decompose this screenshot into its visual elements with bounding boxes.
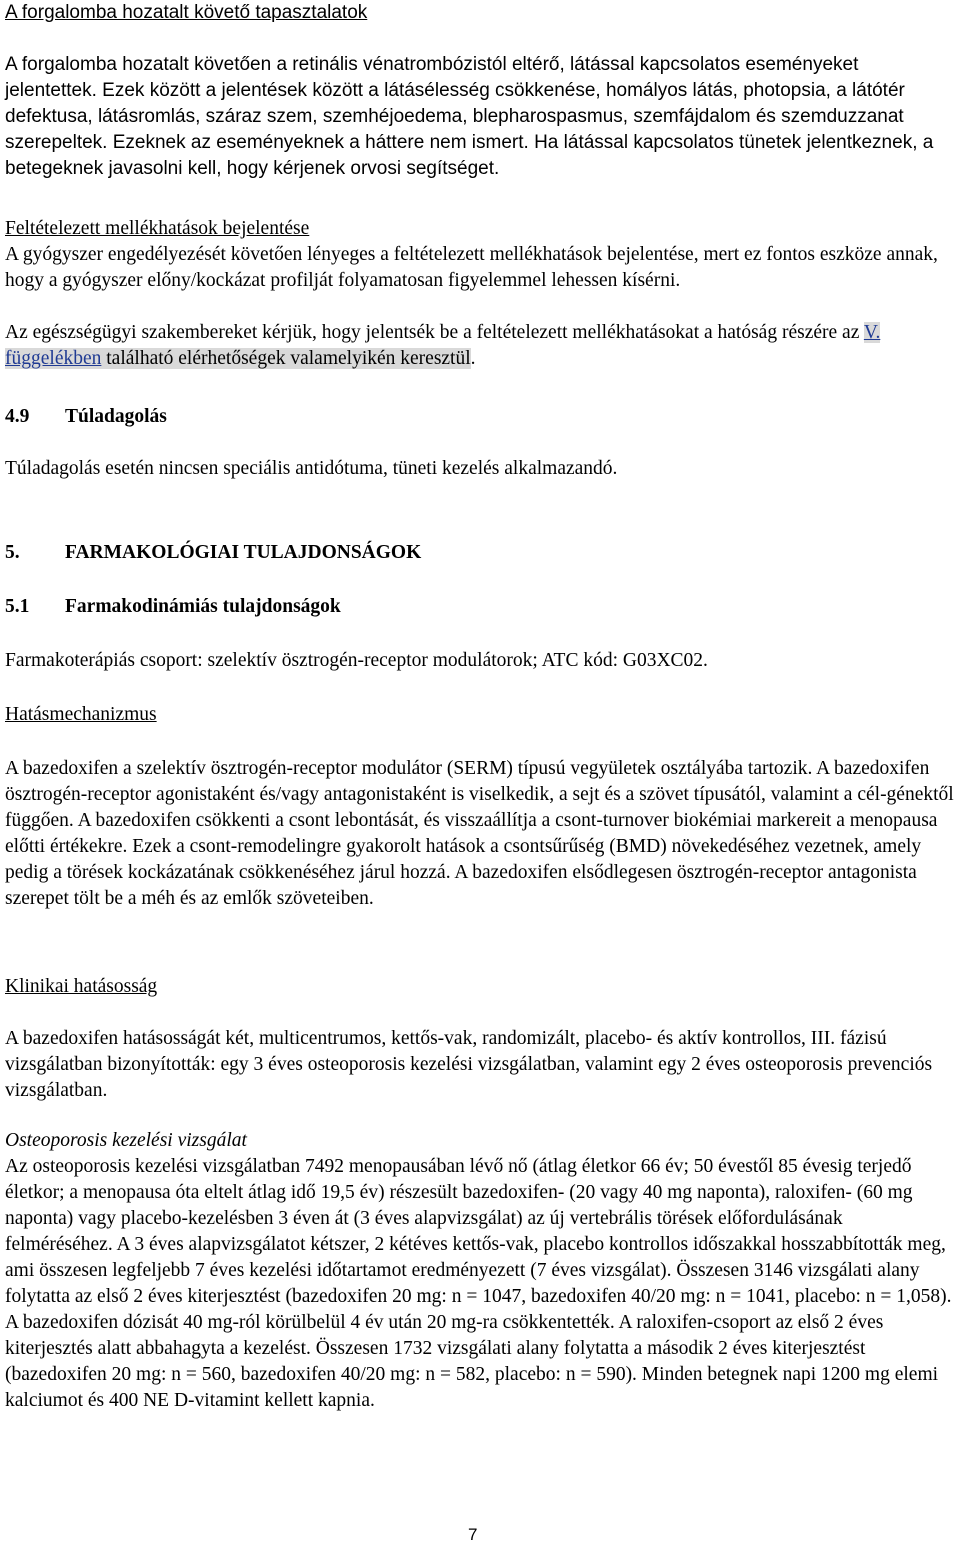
mechanism-paragraph: A bazedoxifen a szelektív ösztrogén-receptor modulátor (SERM) típusú vegyületek osztályába tartozik. A bazedoxifen ösztrogén-receptor agonistaként és/vagy antagonistaként is viselkedik, a sejt és a szövet típusától, valamint a cél-génektől függően. A bazedoxifen csökkenti a csont lebontását, és visszaállítja a csont-turnover biokémiai markereit a menopausa előtti értékekre. Ezek a csont-remodelingre gyakorolt hatások a csontsűrűség (BMD) növekedéséhez vezetnek, amely pedig a törések kockázatának csökkenéséhez járul hozzá. A bazedoxifen elsődlegesen ösztrogén-receptor antagonista szerepet tölt be a méh és az emlők szöveteiben. (5, 758, 954, 909)
reporting-text-start: Az egészségügyi szakembereket kérjük, hogy jelentsék be a feltételezett mellékhatásokat a hatóság részére az (5, 322, 864, 343)
adverse-reporting-heading: Feltételezett mellékhatások bejelentése (5, 218, 310, 239)
adverse-reporting-paragraph-1: A gyógyszer engedélyezését követően lényeges a feltételezett mellékhatások bejelentése, mert ez fontos eszköze annak, hogy a gyógyszer előny/kockázat profilját folyamatosan figyelemmel lehessen kísérni. (5, 244, 938, 291)
section-title: Farmakodinámiás tulajdonságok (65, 596, 341, 617)
clinical-efficacy-paragraph: A bazedoxifen hatásosságát két, multicentrumos, kettős-vak, randomizált, placebo- és aktív kontrollos, III. fázisú vizsgálatban bizonyították: egy 3 éves osteoporosis kezelési vizsgálatban, valamint egy 2 éves osteoporosis prevenciós vizsgálatban. (5, 1028, 933, 1101)
appendix-v-link[interactable]: V. függelékben (5, 322, 881, 369)
section-4-9-heading (5, 404, 167, 430)
section-number: 5. (5, 542, 20, 563)
section-title: FARMAKOLÓGIAI TULAJDONSÁGOK (65, 542, 422, 563)
section-5-heading (5, 540, 421, 566)
overdose-paragraph: Túladagolás esetén nincsen speciális antidótuma, tüneti kezelés alkalmazandó. (5, 458, 618, 479)
post-marketing-heading: A forgalomba hozatalt követő tapasztalatok (5, 2, 368, 23)
osteoporosis-study-paragraph: Az osteoporosis kezelési vizsgálatban 7492 menopausában lévő nő (átlag életkor 66 év; 50 évestől 85 évesig terjedő életkor; a menopausa óta eltelt átlag idő 19,5 év) részesült bazedoxifen- (20 vagy 40 mg naponta), raloxifen- (60 mg naponta) vagy placebo-kezelésben 3 éven át (3 éves alapvizsgálat) az új vertebrális törések előfordulásának felméréséhez. A 3 éves alapvizsgálatot kétszer, 2 kétéves kettős-vak, placebo kontrollos időszakkal hosszabbították meg, ami összesen legfeljebb 7 éves kezelési időtartamot eredményezett (7 éves vizsgálat). Összesen 3146 vizsgálati alany folytatta az első 2 éves kiterjesztést (bazedoxifen 20 mg: n = 1047, bazedoxifen 40/20 mg: n = 1041, placebo: n = 1,058). A bazedoxifen dózisát 40 mg-ról körülbelül 4 év után 20 mg-ra csökkentették. A raloxifen-csoport az első 2 éves kiterjesztés alatt abbahagyta a kezelést. Összesen 1732 vizsgálati alany folytatta a második 2 éves kiterjesztést (bazedoxifen 20 mg: n = 560, bazedoxifen 40/20 mg: n = 582, placebo: n = 590). Minden betegnek napi 1200 mg elemi kalciumot és 400 NE D-vitamint kellett kapnia. (5, 1156, 952, 1411)
clinical-efficacy-heading: Klinikai hatásosság (5, 976, 158, 997)
atc-paragraph: Farmakoterápiás csoport: szelektív ösztrogén-receptor modulátorok; ATC kód: G03XC02. (5, 650, 708, 671)
reporting-text-end: . (470, 348, 476, 369)
post-marketing-paragraph: A forgalomba hozatalt követően a retinális vénatrombózistól eltérő, látással kapcsolatos eseményeket jelentettek. Ezek között a jelentések között a látásélesség csökkenése, homályos látás, photopsia, a látótér defektusa, látásromlás, száraz szem, szemhéjoedema, blepharospasmus, szemfájdalom és szemduzzanat szerepeltek. Ezeknek az eseményeknek a háttere nem ismert. Ha látással kapcsolatos tünetek jelentkeznek, a betegeknek javasolni kell, hogy kérjenek orvosi segítséget. (5, 54, 934, 179)
page-number: 7 (468, 1525, 478, 1544)
section-number: 5.1 (5, 596, 30, 617)
adverse-reporting-paragraph-2 (5, 320, 955, 372)
mechanism-heading: Hatásmechanizmus (5, 704, 157, 725)
section-title: Túladagolás (65, 406, 167, 427)
reporting-highlight-text: található elérhetőségek valamelyikén keresztül (101, 348, 471, 369)
section-number: 4.9 (5, 406, 30, 427)
osteoporosis-study-heading: Osteoporosis kezelési vizsgálat (5, 1130, 247, 1151)
section-5-1-heading (5, 594, 341, 620)
